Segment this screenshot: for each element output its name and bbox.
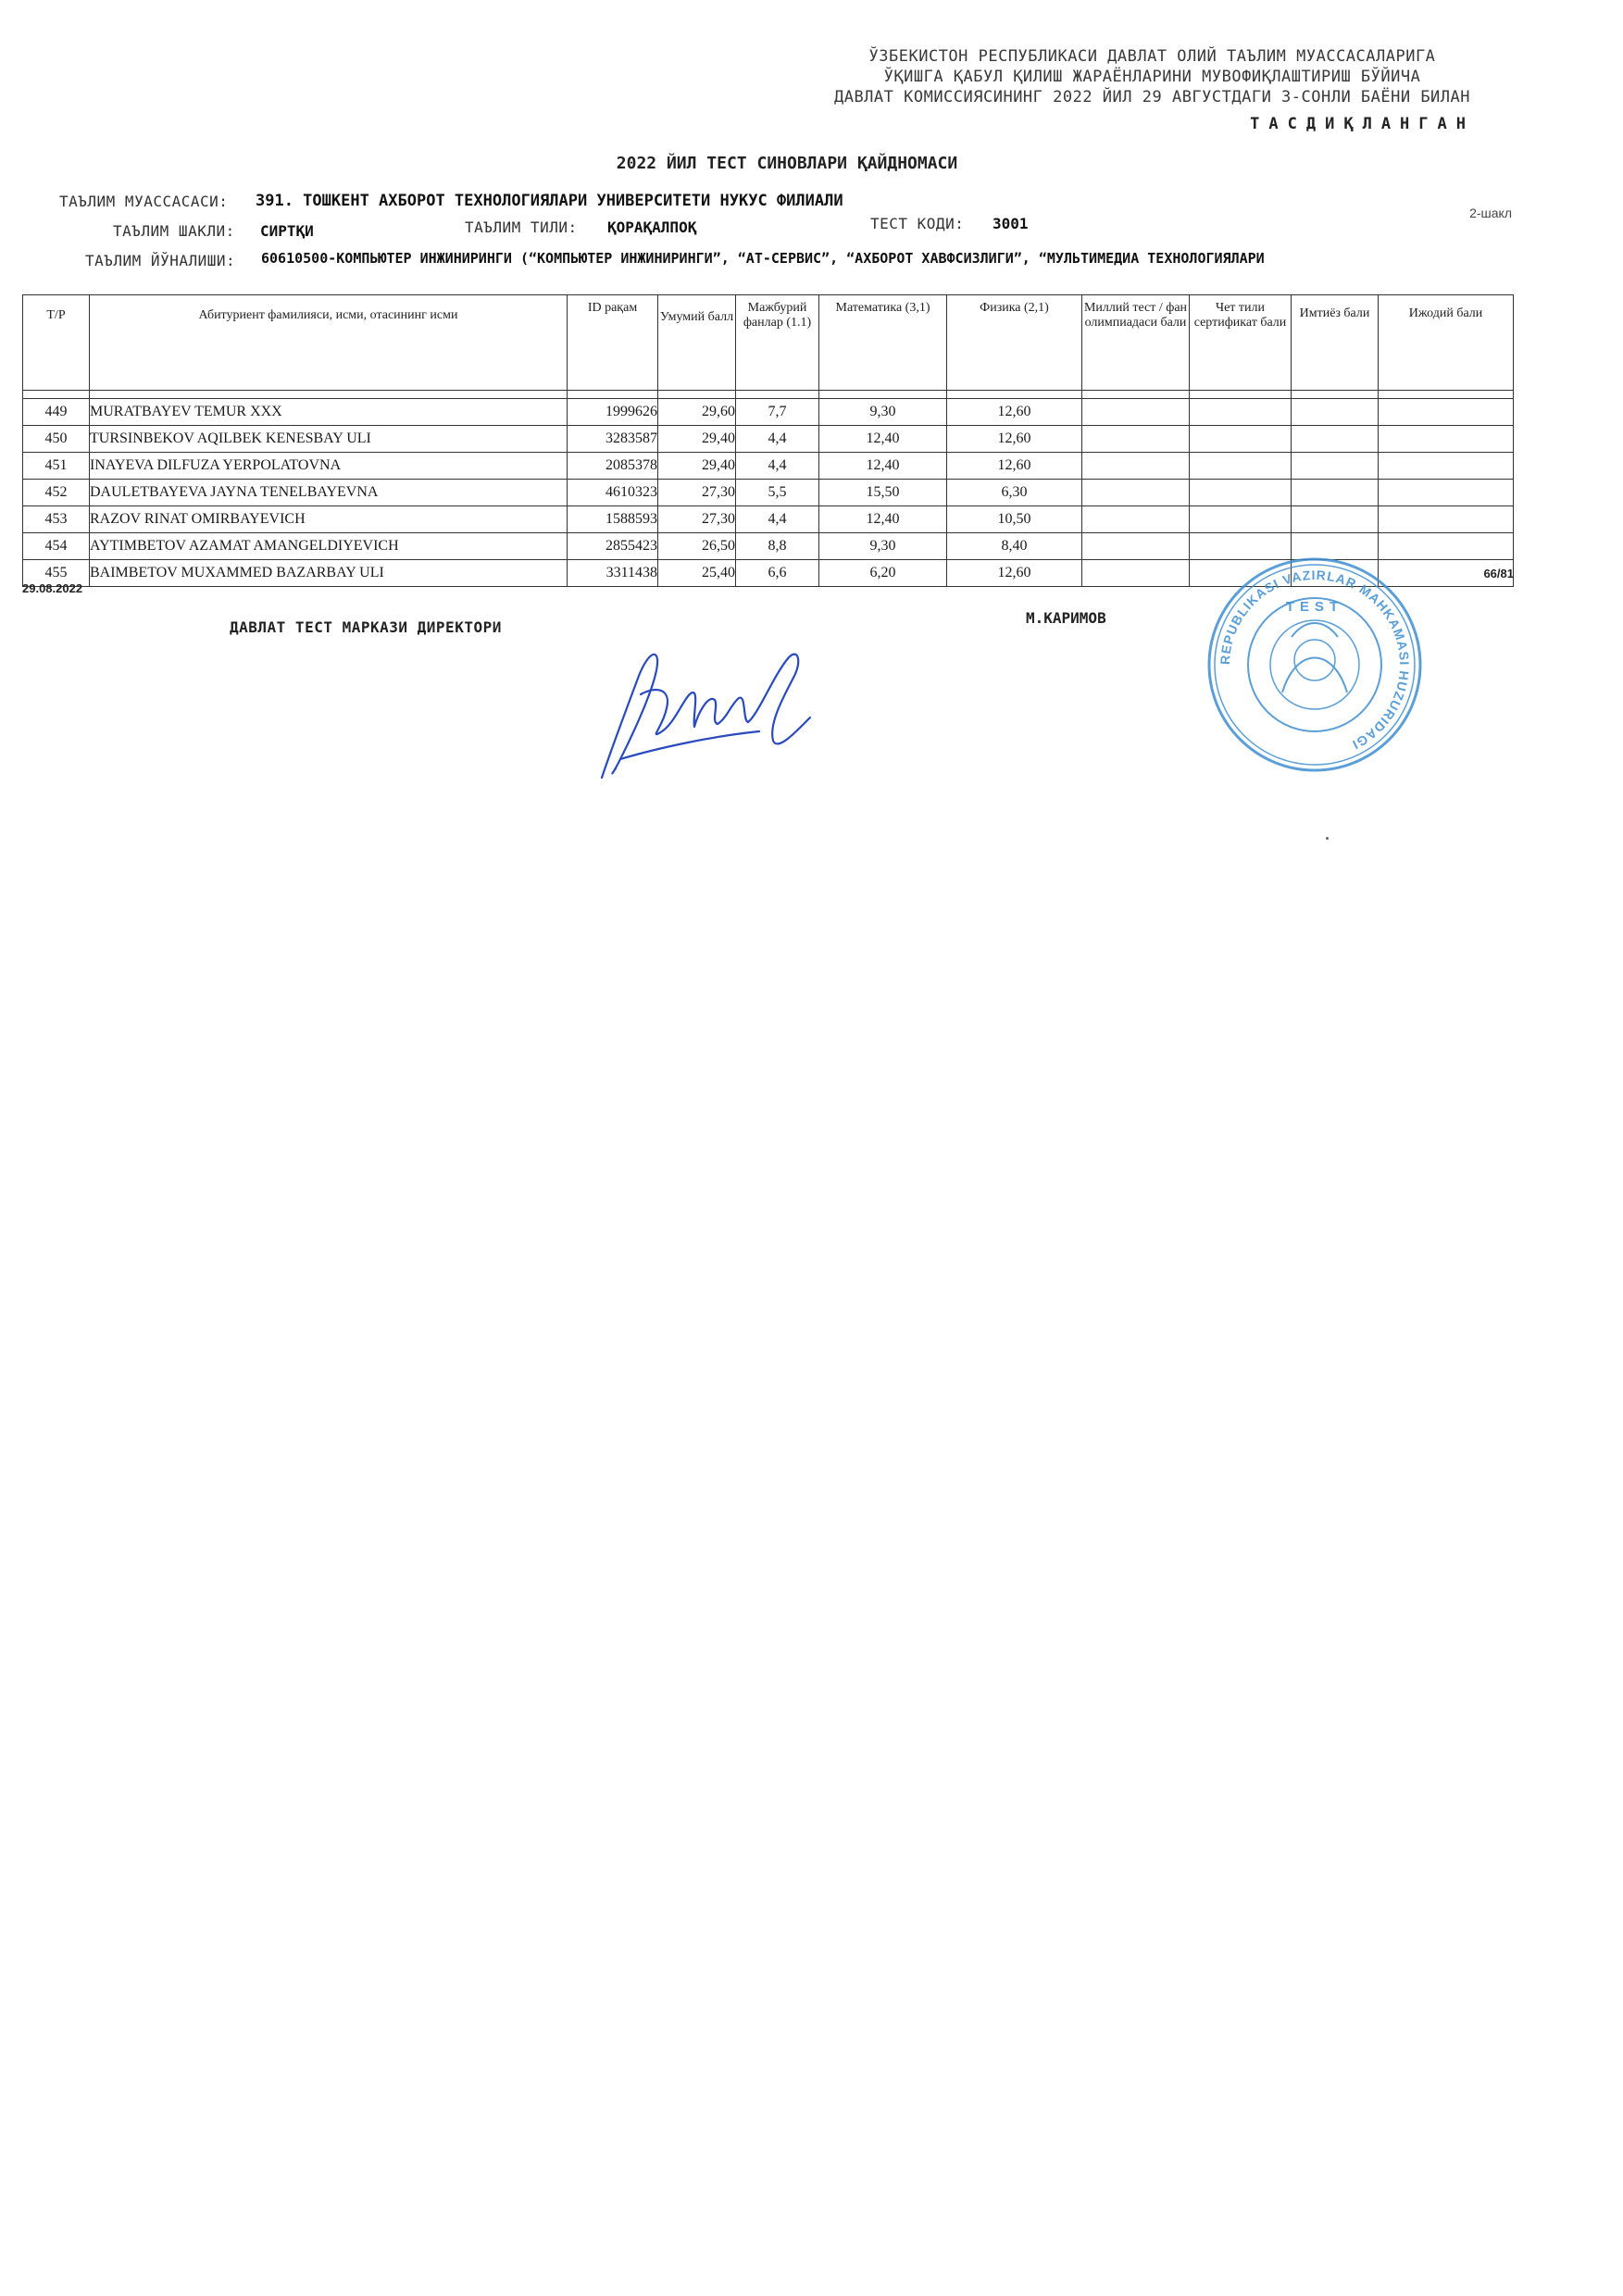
header-math: Математика (3,1) (819, 295, 947, 391)
study-form-label: ТАЪЛИМ ШАКЛИ: (113, 222, 235, 240)
study-form-value: СИРТҚИ (260, 222, 314, 240)
header-olympiad: Миллий тест / фан олимпиадаси бали (1082, 295, 1190, 391)
cell-total: 27,30 (658, 480, 736, 506)
cell-num: 450 (23, 426, 90, 453)
cell-math: 12,40 (819, 426, 947, 453)
cell-id: 2855423 (568, 533, 658, 560)
cell-olympiad (1082, 399, 1190, 426)
header-id: ID рақам (568, 295, 658, 391)
cell-name: BAIMBETOV MUXAMMED BAZARBAY ULI (90, 560, 568, 587)
cell-id: 1588593 (568, 506, 658, 533)
seal-inner-text: TEST (1285, 599, 1344, 615)
cell-math: 12,40 (819, 506, 947, 533)
director-title: ДАВЛАТ ТЕСТ МАРКАЗИ ДИРЕКТОРИ (230, 618, 502, 636)
results-table (22, 294, 1514, 587)
cell-cert (1190, 426, 1292, 453)
cell-total: 29,40 (658, 453, 736, 480)
scan-speck (1326, 837, 1329, 840)
cell-total: 25,40 (658, 560, 736, 587)
cell-num: 449 (23, 399, 90, 426)
cell-olympiad (1082, 426, 1190, 453)
header-mandatory: Мажбурий фанлар (1.1) (736, 295, 819, 391)
cell-creative (1379, 399, 1514, 426)
cell-name: AYTIMBETOV AZAMAT AMANGELDIYEVICH (90, 533, 568, 560)
header-cert: Чет тили сертификат бали (1190, 295, 1292, 391)
header-name: Абитуриент фамилияси, исми, отасининг исми (90, 295, 568, 391)
cell-mandatory: 4,4 (736, 453, 819, 480)
cell-math: 9,30 (819, 399, 947, 426)
cell-creative (1379, 453, 1514, 480)
cell-math: 6,20 (819, 560, 947, 587)
test-code-value: 3001 (993, 215, 1029, 232)
seal-graphic (1209, 559, 1420, 770)
table-row (23, 426, 1514, 453)
cell-num: 455 (23, 560, 90, 587)
cell-mandatory: 4,4 (736, 506, 819, 533)
header-privilege: Имтиёз бали (1292, 295, 1379, 391)
header-creative: Ижодий бали (1379, 295, 1514, 391)
table-spacer-row (23, 391, 1514, 399)
institution-value: 391. ТОШКЕНТ АХБОРОТ ТЕХНОЛОГИЯЛАРИ УНИВЕРСИТЕТИ НУКУС ФИЛИАЛИ (256, 192, 843, 210)
cell-physics: 8,40 (947, 533, 1082, 560)
signature-image (583, 639, 852, 787)
cell-physics: 12,60 (947, 453, 1082, 480)
table-row (23, 480, 1514, 506)
approved-stamp-text: ТАСДИҚЛАНГАН (1250, 115, 1475, 133)
cell-cert (1190, 399, 1292, 426)
seal-ring-text (1217, 568, 1412, 753)
table-header-row (23, 295, 1514, 391)
cell-total: 26,50 (658, 533, 736, 560)
cell-mandatory: 4,4 (736, 426, 819, 453)
document-title: 2022 ЙИЛ ТЕСТ СИНОВЛАРИ ҚАЙДНОМАСИ (616, 154, 958, 173)
cell-id: 4610323 (568, 480, 658, 506)
document-date: 29.08.2022 (22, 581, 83, 595)
cell-physics: 12,60 (947, 399, 1082, 426)
header-total: Умумий балл (658, 295, 736, 391)
cell-privilege (1292, 506, 1379, 533)
cell-olympiad (1082, 480, 1190, 506)
header-physics: Физика (2,1) (947, 295, 1082, 391)
cell-physics: 12,60 (947, 426, 1082, 453)
approval-line: ЎЗБЕКИСТОН РЕСПУБЛИКАСИ ДАВЛАТ ОЛИЙ ТАЪЛИМ МУАССАСАЛАРИГА (868, 47, 1436, 66)
cell-math: 15,50 (819, 480, 947, 506)
cell-name: INAYEVA DILFUZA YERPOLATOVNA (90, 453, 568, 480)
signature-strokes (602, 655, 810, 778)
table-row (23, 399, 1514, 426)
cell-cert (1190, 453, 1292, 480)
cell-mandatory: 5,5 (736, 480, 819, 506)
cell-physics: 12,60 (947, 560, 1082, 587)
cell-mandatory: 6,6 (736, 560, 819, 587)
cell-privilege (1292, 480, 1379, 506)
direction-label: ТАЪЛИМ ЙЎНАЛИШИ: (85, 252, 236, 269)
approval-line: ДАВЛАТ КОМИССИЯСИНИНГ 2022 ЙИЛ 29 АВГУСТДАГИ 3-СОНЛИ БАЁНИ БИЛАН (833, 88, 1470, 106)
cell-id: 2085378 (568, 453, 658, 480)
cell-math: 12,40 (819, 453, 947, 480)
study-language-value: ҚОРАҚАЛПОҚ (607, 218, 697, 236)
cell-mandatory: 8,8 (736, 533, 819, 560)
cell-name: MURATBAYEV TEMUR XXX (90, 399, 568, 426)
cell-creative (1379, 426, 1514, 453)
test-code-label: ТЕСТ КОДИ: (870, 215, 965, 232)
cell-privilege (1292, 453, 1379, 480)
table-row (23, 453, 1514, 480)
cell-num: 454 (23, 533, 90, 560)
cell-num: 451 (23, 453, 90, 480)
cell-total: 29,60 (658, 399, 736, 426)
header-num: Т/Р (23, 295, 90, 391)
cell-id: 3311438 (568, 560, 658, 587)
cell-physics: 6,30 (947, 480, 1082, 506)
institution-label: ТАЪЛИМ МУАССАСАСИ: (59, 193, 229, 210)
seal-ring-textpath: REPUBLIKASI VAZIRLAR MAHKAMASI HUZURIDAGI (1217, 567, 1413, 754)
official-seal (1204, 554, 1426, 776)
page-number: 66/81 (1483, 567, 1514, 580)
approval-line: ЎҚИШГА ҚАБУЛ ҚИЛИШ ЖАРАЁНЛАРИНИ МУВОФИҚЛАШТИРИШ БЎЙИЧА (883, 68, 1421, 86)
cell-name: DAULETBAYEVA JAYNA TENELBAYEVNA (90, 480, 568, 506)
cell-name: RAZOV RINAT OMIRBAYEVICH (90, 506, 568, 533)
cell-cert (1190, 480, 1292, 506)
cell-olympiad (1082, 560, 1190, 587)
study-language-label: ТАЪЛИМ ТИЛИ: (465, 218, 578, 236)
cell-name: TURSINBEKOV AQILBEK KENESBAY ULI (90, 426, 568, 453)
direction-value: 60610500-КОМПЬЮТЕР ИНЖИНИРИНГИ (“КОМПЬЮТЕР ИНЖИНИРИНГИ”, “АТ-СЕРВИС”, “АХБОРОТ ХАВФСИЗЛИГИ”, “МУЛЬТИМЕДИА ТЕХНОЛОГИЯЛАРИ (261, 250, 1265, 267)
cell-olympiad (1082, 453, 1190, 480)
cell-creative (1379, 506, 1514, 533)
approval-block (834, 46, 1470, 107)
cell-olympiad (1082, 506, 1190, 533)
form-number: 2-шакл (1469, 206, 1512, 220)
cell-total: 27,30 (658, 506, 736, 533)
cell-num: 452 (23, 480, 90, 506)
cell-physics: 10,50 (947, 506, 1082, 533)
cell-creative (1379, 480, 1514, 506)
cell-id: 1999626 (568, 399, 658, 426)
cell-olympiad (1082, 533, 1190, 560)
cell-id: 3283587 (568, 426, 658, 453)
cell-privilege (1292, 426, 1379, 453)
table-row (23, 506, 1514, 533)
director-name: М.КАРИМОВ (1026, 609, 1106, 627)
cell-mandatory: 7,7 (736, 399, 819, 426)
cell-cert (1190, 506, 1292, 533)
cell-num: 453 (23, 506, 90, 533)
cell-privilege (1292, 399, 1379, 426)
cell-math: 9,30 (819, 533, 947, 560)
cell-total: 29,40 (658, 426, 736, 453)
